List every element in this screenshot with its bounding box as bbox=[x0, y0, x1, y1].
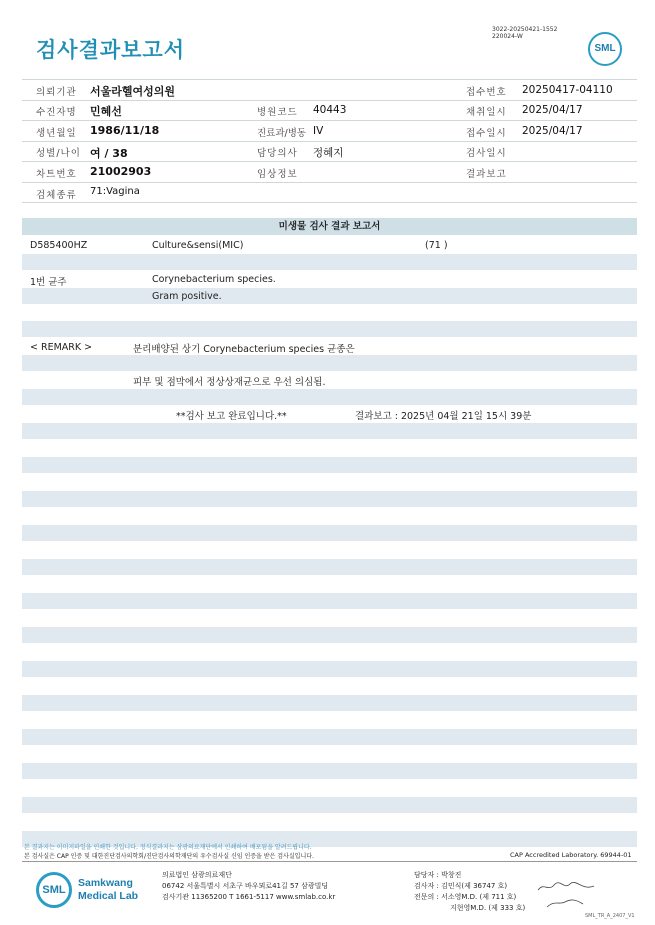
birth-value: 1986/11/18 bbox=[90, 124, 160, 137]
form-code: SML_TR_A_2407_V1 bbox=[585, 913, 635, 919]
organism: Corynebacterium species. bbox=[152, 274, 276, 285]
institution-value: 서울라헬여성의원 bbox=[90, 85, 176, 98]
examiner: 검사자 : 김민식(제 36747 호) bbox=[414, 882, 508, 890]
remark-label: < REMARK > bbox=[30, 342, 93, 353]
reception-no-value: 20250417-04110 bbox=[522, 84, 613, 96]
divider bbox=[22, 120, 637, 121]
chart-value: 21002903 bbox=[90, 165, 152, 178]
reception-date-value: 2025/04/17 bbox=[522, 125, 583, 137]
sml-logo: SML bbox=[588, 32, 622, 66]
divider bbox=[22, 182, 637, 183]
stripe bbox=[22, 288, 637, 304]
dept-label: 진료과/병동 bbox=[257, 128, 307, 139]
examiner-signature bbox=[536, 880, 596, 894]
stripe bbox=[22, 491, 637, 507]
result-heading: 미생물 검사 결과 보고서 bbox=[22, 218, 637, 235]
chart-label: 차트번호 bbox=[36, 169, 77, 180]
stripe bbox=[22, 729, 637, 745]
collection-date-value: 2025/04/17 bbox=[522, 104, 583, 116]
test-code: D585400HZ bbox=[30, 240, 88, 251]
stripe bbox=[22, 559, 637, 575]
stripe bbox=[22, 321, 637, 337]
reception-date-label: 접수일시 bbox=[466, 128, 507, 139]
stripe bbox=[22, 661, 637, 677]
stripe bbox=[22, 389, 637, 405]
report-label: 결과보고 bbox=[466, 169, 507, 180]
organization-address: 06742 서울특별시 서초구 바우뫼로41길 57 삼광빌딩 bbox=[162, 882, 329, 890]
gram-stain: Gram positive. bbox=[152, 291, 222, 302]
footer-divider bbox=[22, 861, 637, 862]
divider bbox=[22, 100, 637, 101]
test-name: Culture&sensi(MIC) bbox=[152, 240, 244, 251]
stripe bbox=[22, 355, 637, 371]
organization-info bbox=[162, 870, 335, 903]
sex-age-value: 여 / 38 bbox=[90, 147, 128, 160]
hospital-code-value: 40443 bbox=[313, 104, 347, 116]
specialist-2: 지현영M.D. (제 333 호) bbox=[450, 904, 526, 912]
stripe bbox=[22, 593, 637, 609]
sml-logo: SML bbox=[36, 872, 72, 908]
brand-line-2: Medical Lab bbox=[78, 890, 139, 902]
organization-contact: 검사기관 11365200 T 1661-5117 www.smlab.co.kr bbox=[162, 893, 336, 901]
doctor-label: 담당의사 bbox=[257, 148, 298, 159]
divider bbox=[22, 141, 637, 142]
stripe bbox=[22, 423, 637, 439]
brand-name bbox=[78, 877, 138, 903]
image-notice: 본 결과지는 이미지파일을 인쇄한 것입니다. 정식결과지는 삼광의료재단에서 인쇄하여 배포됨을 알려드립니다. bbox=[24, 844, 312, 851]
report-time: 결과보고 : 2025년 04월 21일 15시 39분 bbox=[355, 411, 532, 422]
page-title: 검사결과보고서 bbox=[36, 38, 186, 62]
specialist-1: 전문의 : 서소영M.D. (제 711 호) bbox=[414, 893, 517, 901]
stripe bbox=[22, 763, 637, 779]
patient-label: 수진자명 bbox=[36, 107, 77, 118]
divider bbox=[22, 202, 637, 203]
divider bbox=[22, 79, 637, 80]
hospital-code-label: 병원코드 bbox=[257, 107, 298, 118]
brand-line-1: Samkwang bbox=[78, 877, 133, 889]
remark-line-1: 분리배양된 상기 Corynebacterium species 균종은 bbox=[133, 344, 355, 355]
stripe bbox=[22, 695, 637, 711]
collection-date-label: 채취일시 bbox=[466, 107, 507, 118]
accreditation-notice: 본 검사실은 CAP 인증 및 대한진단검사의학회/진단검사의학재단의 우수검사실 신임 인증을 받은 검사실입니다. bbox=[24, 853, 314, 860]
stripe bbox=[22, 797, 637, 813]
exam-date-label: 검사일시 bbox=[466, 148, 507, 159]
staff-info bbox=[414, 870, 525, 914]
handler: 담당자 : 박창진 bbox=[414, 871, 462, 879]
cap-accreditation: CAP Accredited Laboratory. 69944-01 bbox=[510, 851, 632, 859]
clinical-label: 임상정보 bbox=[257, 169, 298, 180]
strain-label: 1번 균주 bbox=[30, 277, 67, 288]
sex-age-label: 성별/나이 bbox=[36, 148, 81, 159]
stripe bbox=[22, 254, 637, 270]
patient-value: 민혜선 bbox=[90, 105, 122, 118]
document-id-line1: 3022-20250421-1552 bbox=[492, 26, 558, 33]
test-number: (71 ) bbox=[425, 240, 448, 251]
dept-value: IV bbox=[313, 125, 324, 137]
stripe bbox=[22, 627, 637, 643]
stripe bbox=[22, 525, 637, 541]
document-id-line2: 220024-W bbox=[492, 33, 523, 40]
doctor-value: 정혜지 bbox=[313, 147, 344, 159]
institution-label: 의뢰기관 bbox=[36, 87, 77, 98]
birth-label: 생년월일 bbox=[36, 128, 77, 139]
specialist-signature bbox=[545, 896, 585, 910]
document-id bbox=[492, 26, 557, 40]
remark-line-2: 피부 및 점막에서 정상상재균으로 우선 의심됨. bbox=[133, 377, 326, 388]
organization-name: 의료법인 삼광의료재단 bbox=[162, 871, 232, 879]
report-complete: **검사 보고 완료입니다.** bbox=[176, 411, 287, 422]
stripe bbox=[22, 457, 637, 473]
reception-no-label: 접수번호 bbox=[466, 87, 507, 98]
specimen-value: 71:Vagina bbox=[90, 186, 140, 197]
divider bbox=[22, 161, 637, 162]
specimen-label: 검체종류 bbox=[36, 190, 77, 201]
